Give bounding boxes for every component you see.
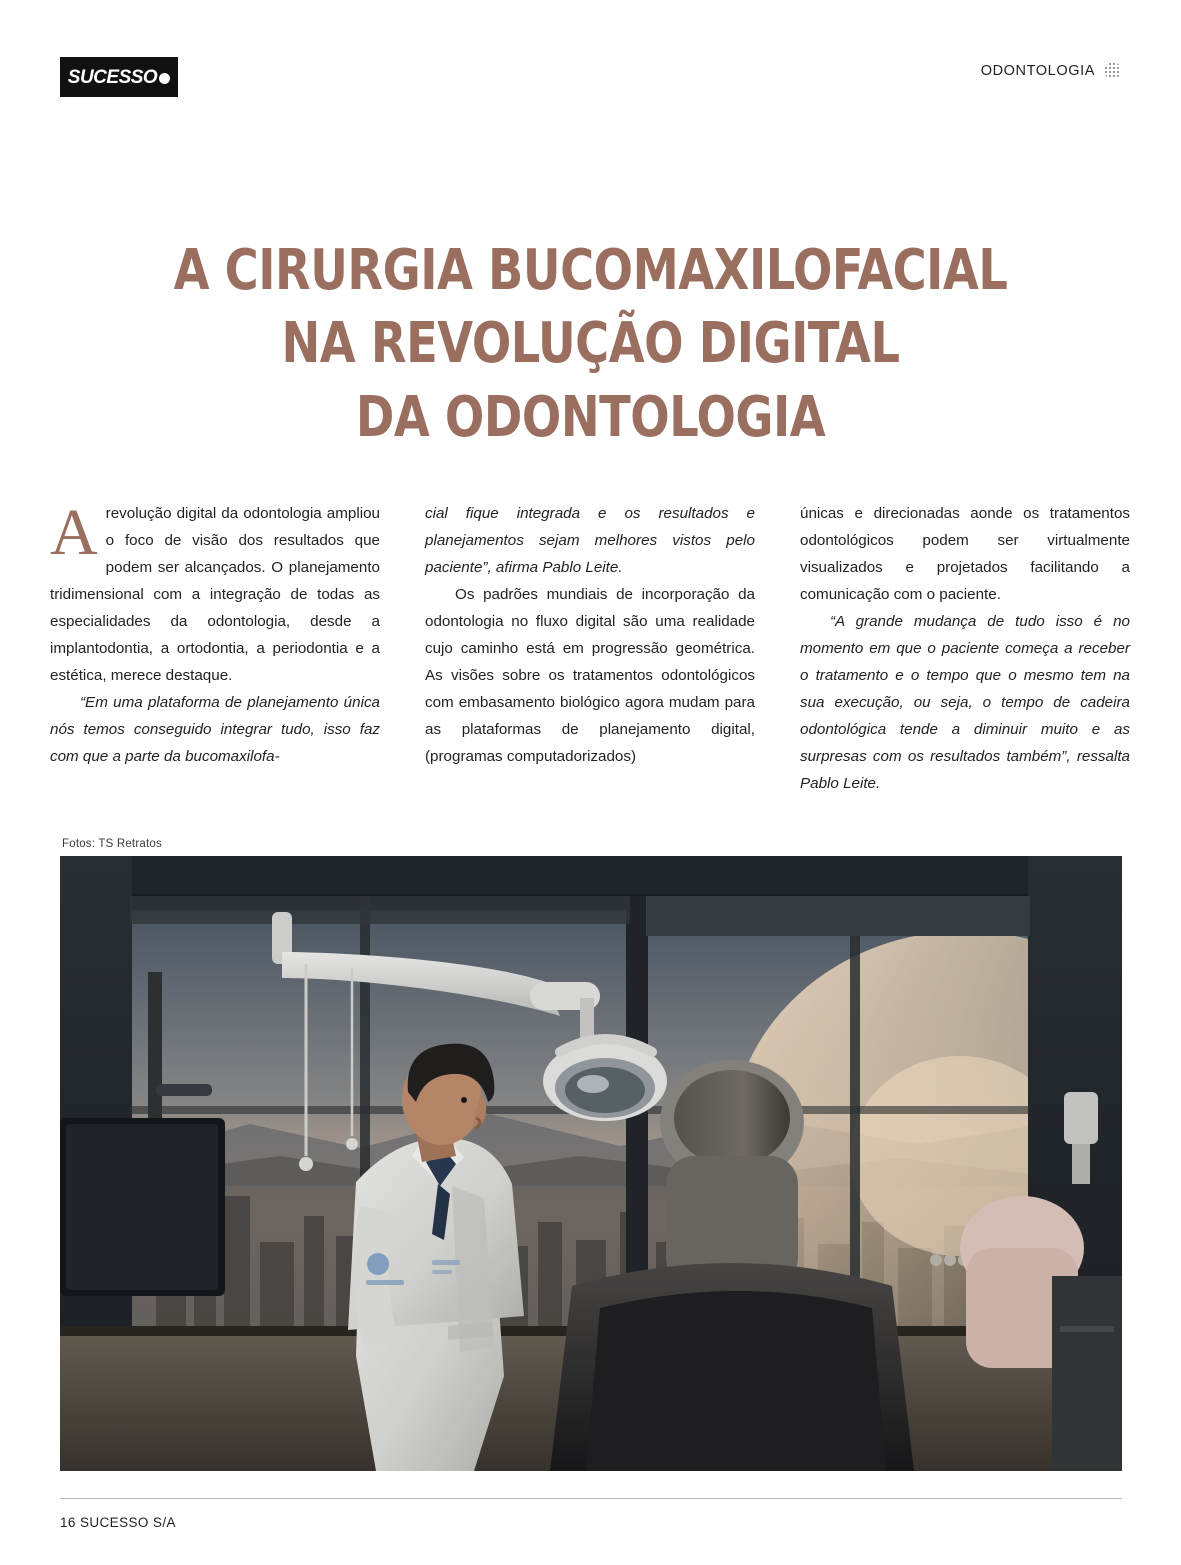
page-title-line-2: NA REVOLUÇÃO DIGITAL [281, 311, 900, 377]
masthead-dot-icon [159, 73, 170, 84]
page-folio: 16 SUCESSO S/A [60, 1515, 176, 1530]
photo-credit: Fotos: TS Retratos [62, 838, 162, 850]
paragraph: “Em uma plataforma de planejamento única nós temos conseguido integrar tudo, isso faz com que a parte da bucomaxilofa- [50, 694, 380, 766]
paragraph: “A grande mudança de tudo isso é no momento em que o paciente começa a receber o tratamento e o tempo que o mesmo tem na sua execução, ou seja, o tempo de cadeira odontológica tende a diminuir muito e as surpresas com os resultados também”, ressalta Pablo Leite. [800, 613, 1130, 793]
footer-divider [60, 1498, 1122, 1499]
clinic-photo-illustration [60, 856, 1122, 1471]
paragraph: cial fique integrada e os resultados e planejamentos sejam melhores vistos pelo paciente”, afirma Pablo Leite. [425, 505, 755, 577]
article-photo [60, 856, 1122, 1471]
masthead-brand: SUCESSO [68, 68, 170, 87]
article-column-2 [425, 500, 755, 798]
dotted-circle-icon [1104, 62, 1121, 79]
page-title-line-3: DA ODONTOLOGIA [355, 385, 826, 451]
section-tag-label: ODONTOLOGIA [980, 62, 1095, 79]
page-title [102, 234, 1078, 456]
paragraph: Arevolução digital da odontologia ampliou o foco de visão dos resultados que podem ser alcançados. O planejamento tridimensional com a integração de todas as especialidades da odontologia, desde a implantodontia, a ortodontia, a periodontia e a estética, merece destaque. [50, 496, 380, 685]
masthead-logo [60, 57, 178, 97]
article-body [50, 496, 1130, 798]
article-column-3 [800, 500, 1130, 798]
paragraph: únicas e direcionadas aonde os tratamentos odontológicos podem ser virtualmente visualizados e projetados facilitando a comunicação com o paciente. [800, 505, 1130, 604]
article-column-1 [50, 496, 380, 798]
page-title-line-1: A CIRURGIA BUCOMAXILOFACIAL [173, 237, 1008, 303]
paragraph: Os padrões mundiais de incorporação da odontologia no fluxo digital são uma realidade cujo caminho está em progressão geométrica. As visões sobre os tratamentos odontológicos com embasamento biológico agora mudam para as plataformas de planejamento digital, (programas computadorizados) [425, 586, 755, 766]
section-tag [981, 62, 1121, 79]
